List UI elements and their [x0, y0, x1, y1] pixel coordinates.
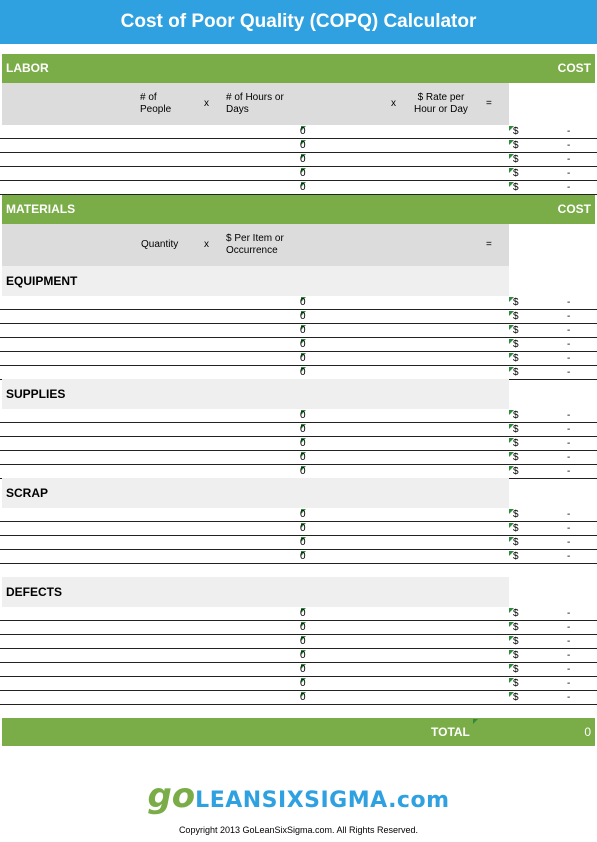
table-row[interactable] [0, 691, 597, 705]
quantity-cell[interactable]: 0 [300, 523, 306, 534]
table-row[interactable] [0, 352, 597, 366]
cost-cell: - [567, 339, 571, 350]
defects-rows [0, 607, 597, 705]
table-row[interactable] [0, 536, 597, 550]
currency-symbol: $ [513, 410, 519, 421]
quantity-cell[interactable]: 0 [300, 438, 306, 449]
currency-symbol: $ [513, 664, 519, 675]
quantity-cell[interactable]: 0 [300, 154, 306, 165]
cost-cell: - [567, 311, 571, 322]
cost-cell: - [567, 140, 571, 151]
quantity-cell[interactable]: 0 [300, 168, 306, 179]
brand-logo [0, 776, 597, 818]
table-row[interactable] [0, 310, 597, 324]
table-row[interactable] [0, 181, 597, 195]
logo-name: LEANSIXSIGMA.com [195, 788, 450, 813]
quantity-cell[interactable]: 0 [300, 353, 306, 364]
equipment-rows [0, 296, 597, 380]
section-equipment [2, 266, 509, 296]
table-row[interactable] [0, 139, 597, 153]
currency-symbol: $ [513, 168, 519, 179]
currency-symbol: $ [513, 608, 519, 619]
quantity-cell[interactable]: 0 [300, 650, 306, 661]
cost-cell: - [567, 182, 571, 193]
cost-cell: - [567, 692, 571, 703]
materials-quantity-header: Quantity [141, 239, 179, 250]
cost-cell: - [567, 353, 571, 364]
cell-note-marker-icon [473, 719, 478, 724]
scrap-rows [0, 508, 597, 564]
quantity-cell[interactable]: 0 [300, 466, 306, 477]
quantity-cell[interactable]: 0 [300, 325, 306, 336]
cost-cell: - [567, 168, 571, 179]
labor-rows [0, 125, 597, 195]
quantity-cell[interactable]: 0 [300, 664, 306, 675]
cost-cell: - [567, 126, 571, 137]
currency-symbol: $ [513, 551, 519, 562]
materials-equals: = [486, 239, 492, 250]
quantity-cell[interactable]: 0 [300, 622, 306, 633]
currency-symbol: $ [513, 367, 519, 378]
materials-per-item-header: $ Per Item or Occurrence [226, 233, 284, 256]
materials-column-header [2, 224, 509, 266]
cost-cell: - [567, 551, 571, 562]
currency-symbol: $ [513, 636, 519, 647]
total-label: TOTAL [431, 725, 470, 739]
currency-symbol: $ [513, 353, 519, 364]
labor-multiply-1: x [204, 98, 209, 109]
currency-symbol: $ [513, 678, 519, 689]
quantity-cell[interactable]: 0 [300, 126, 306, 137]
quantity-cell[interactable]: 0 [300, 182, 306, 193]
labor-rate-header: $ Rate per Hour or Day [414, 92, 468, 115]
cost-cell: - [567, 438, 571, 449]
currency-symbol: $ [513, 325, 519, 336]
labor-cost-label: COST [557, 61, 591, 75]
cost-cell: - [567, 325, 571, 336]
quantity-cell[interactable]: 0 [300, 339, 306, 350]
quantity-cell[interactable]: 0 [300, 367, 306, 378]
page-title: Cost of Poor Quality (COPQ) Calculator [0, 0, 597, 44]
table-row[interactable] [0, 621, 597, 635]
materials-label: MATERIALS [6, 202, 76, 216]
currency-symbol: $ [513, 297, 519, 308]
cost-cell: - [567, 636, 571, 647]
materials-multiply: x [204, 239, 209, 250]
currency-symbol: $ [513, 452, 519, 463]
quantity-cell[interactable]: 0 [300, 424, 306, 435]
currency-symbol: $ [513, 424, 519, 435]
logo-go: go [147, 776, 196, 816]
currency-symbol: $ [513, 509, 519, 520]
table-row[interactable] [0, 296, 597, 310]
quantity-cell[interactable]: 0 [300, 608, 306, 619]
section-supplies [2, 379, 509, 409]
section-defects [2, 577, 509, 607]
cost-cell: - [567, 410, 571, 421]
quantity-cell[interactable]: 0 [300, 692, 306, 703]
total-bar [2, 718, 595, 746]
cost-cell: - [567, 608, 571, 619]
cost-cell: - [567, 466, 571, 477]
section-equipment-label: EQUIPMENT [6, 274, 78, 288]
copyright-text: Copyright 2013 GoLeanSixSigma.com. All Rights Reserved. [178, 825, 419, 835]
cost-cell: - [567, 664, 571, 675]
currency-symbol: $ [513, 692, 519, 703]
quantity-cell[interactable]: 0 [300, 636, 306, 647]
labor-people-header: # of People [140, 92, 172, 115]
table-row[interactable] [0, 522, 597, 536]
labor-label: LABOR [6, 61, 49, 75]
currency-symbol: $ [513, 140, 519, 151]
labor-hours-header: # of Hours or Days [226, 92, 284, 115]
table-row[interactable] [0, 338, 597, 352]
table-row[interactable] [0, 677, 597, 691]
labor-multiply-2: x [391, 98, 396, 109]
supplies-rows [0, 409, 597, 479]
total-value: 0 [584, 725, 591, 739]
table-row[interactable] [0, 508, 597, 522]
cost-cell: - [567, 297, 571, 308]
section-defects-label: DEFECTS [6, 585, 63, 599]
labor-band [2, 54, 595, 83]
currency-symbol: $ [513, 650, 519, 661]
currency-symbol: $ [513, 466, 519, 477]
quantity-cell[interactable]: 0 [300, 410, 306, 421]
cost-cell: - [567, 154, 571, 165]
cost-cell: - [567, 509, 571, 520]
materials-band [2, 195, 595, 224]
quantity-cell[interactable]: 0 [300, 452, 306, 463]
table-row[interactable] [0, 423, 597, 437]
table-row[interactable] [0, 437, 597, 451]
labor-equals: = [486, 98, 492, 109]
quantity-cell[interactable]: 0 [300, 140, 306, 151]
cost-cell: - [567, 367, 571, 378]
table-row[interactable] [0, 409, 597, 423]
table-row[interactable] [0, 649, 597, 663]
currency-symbol: $ [513, 523, 519, 534]
labor-column-header [2, 83, 509, 125]
currency-symbol: $ [513, 622, 519, 633]
quantity-cell[interactable]: 0 [300, 551, 306, 562]
quantity-cell[interactable]: 0 [300, 311, 306, 322]
currency-symbol: $ [513, 311, 519, 322]
table-row[interactable] [0, 167, 597, 181]
quantity-cell[interactable]: 0 [300, 509, 306, 520]
table-row[interactable] [0, 125, 597, 139]
currency-symbol: $ [513, 182, 519, 193]
section-scrap [2, 478, 509, 508]
currency-symbol: $ [513, 438, 519, 449]
section-scrap-label: SCRAP [6, 486, 49, 500]
currency-symbol: $ [513, 126, 519, 137]
cost-cell: - [567, 678, 571, 689]
quantity-cell[interactable]: 0 [300, 537, 306, 548]
cost-cell: - [567, 650, 571, 661]
currency-symbol: $ [513, 154, 519, 165]
currency-symbol: $ [513, 537, 519, 548]
table-row[interactable] [0, 465, 597, 479]
currency-symbol: $ [513, 339, 519, 350]
section-supplies-label: SUPPLIES [6, 387, 66, 401]
table-row[interactable] [0, 366, 597, 380]
table-row[interactable] [0, 635, 597, 649]
cost-cell: - [567, 452, 571, 463]
cost-cell: - [567, 424, 571, 435]
table-row[interactable] [0, 663, 597, 677]
quantity-cell[interactable]: 0 [300, 297, 306, 308]
cost-cell: - [567, 523, 571, 534]
table-row[interactable] [0, 153, 597, 167]
table-row[interactable] [0, 550, 597, 564]
cost-cell: - [567, 622, 571, 633]
table-row[interactable] [0, 324, 597, 338]
table-row[interactable] [0, 451, 597, 465]
quantity-cell[interactable]: 0 [300, 678, 306, 689]
cost-cell: - [567, 537, 571, 548]
table-row[interactable] [0, 607, 597, 621]
materials-cost-label: COST [557, 202, 591, 216]
